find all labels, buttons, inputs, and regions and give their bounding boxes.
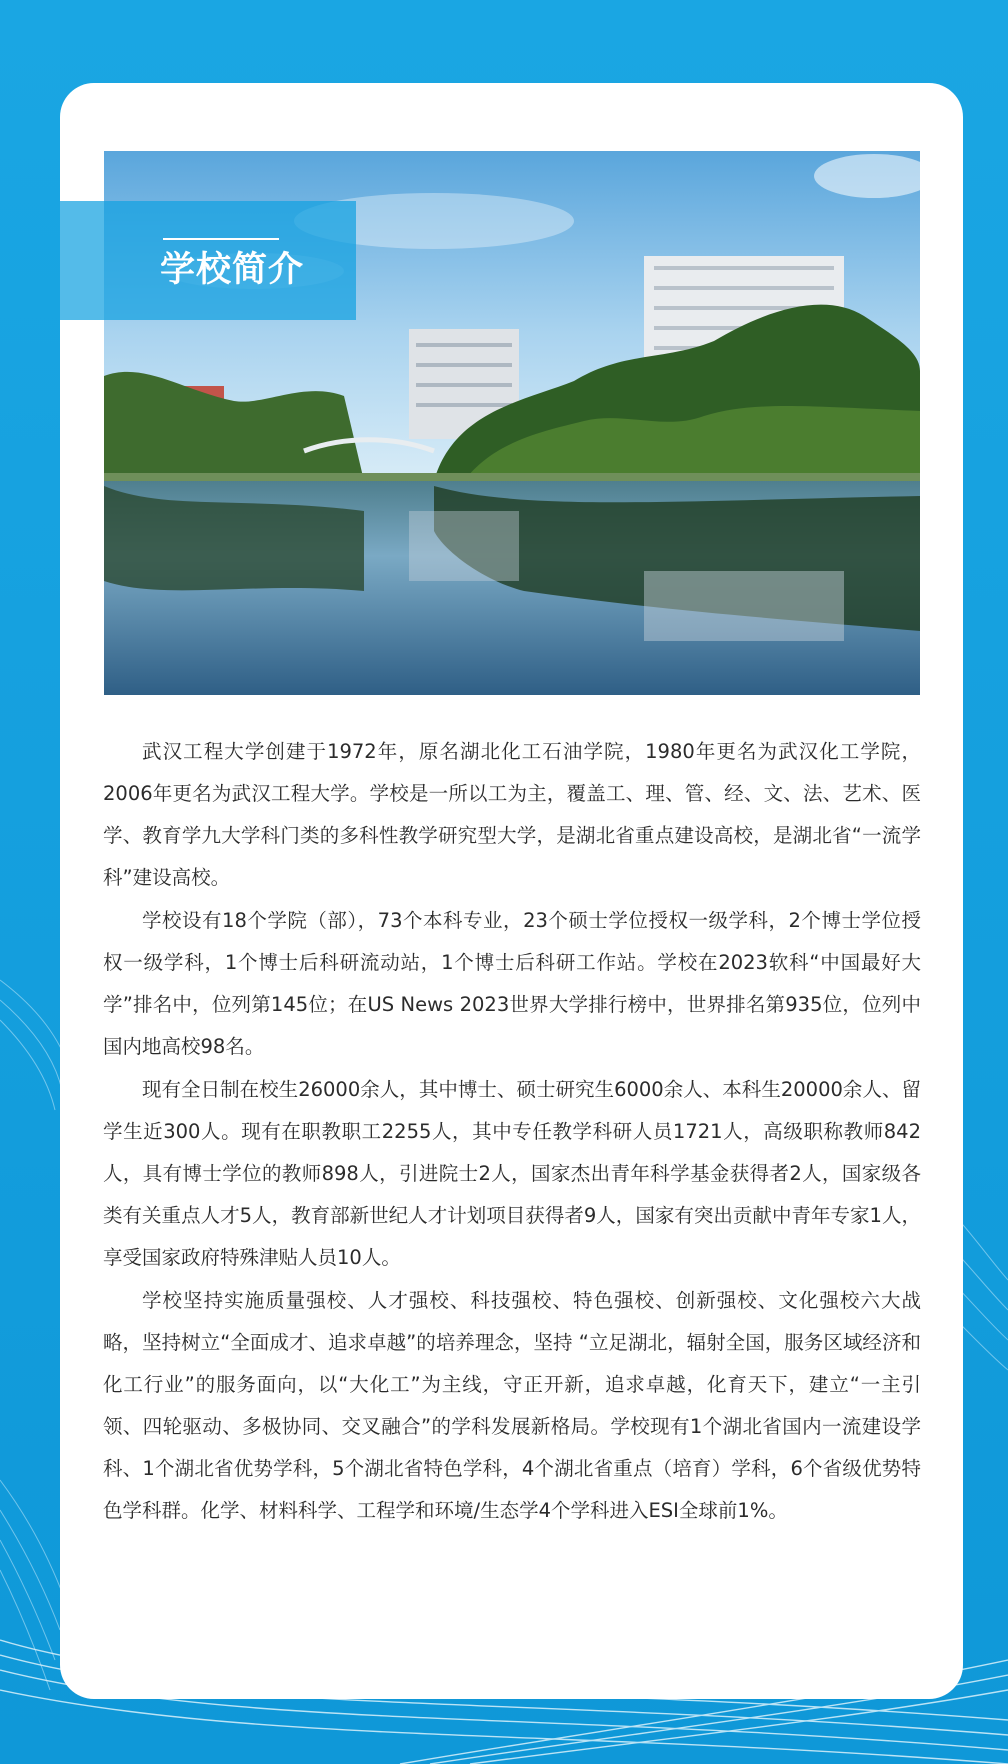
intro-text <box>103 731 921 1533</box>
paragraph-structure: 学校设有18个学院（部），73个本科专业，23个硕士学位授权一级学科，2个博士学位授权一级学科，1个博士后科研流动站，1个博士后科研工作站。学校在2023软科“中国最好大学”排名中，位列第145位；在US News 2023世界大学排行榜中，世界排名第935位，位列中国内地高校98名。 <box>103 909 921 1058</box>
paragraph-strategy: 学校坚持实施质量强校、人才强校、科技强校、特色强校、创新强校、文化强校六大战略，坚持树立“全面成才、追求卓越”的培养理念，坚持 “立足湖北，辐射全国，服务区域经济和化工行业”的服务面向，以“大化工”为主线，守正开新，追求卓越，化育天下，建立“一主引领、四轮驱动、多极协同、交叉融合”的学科发展新格局。学校现有1个湖北省国内一流建设学科、1个湖北省优势学科，5个湖北省特色学科，4个湖北省重点（培育）学科，6个省级优势特色学科群。化学、材料科学、工程学和环境/生态学4个学科进入ESI全球前1%。 <box>103 1289 921 1522</box>
content-card <box>60 83 963 1699</box>
section-title: 学校简介 <box>160 250 305 290</box>
section-title-banner <box>60 201 356 320</box>
title-divider <box>163 238 279 240</box>
paragraph-history: 武汉工程大学创建于1972年，原名湖北化工石油学院，1980年更名为武汉化工学院，2006年更名为武汉工程大学。学校是一所以工为主，覆盖工、理、管、经、文、法、艺术、医学、教育学九大学科门类的多科性教学研究型大学，是湖北省重点建设高校，是湖北省“一流学科”建设高校。 <box>103 740 921 889</box>
paragraph-people: 现有全日制在校生26000余人，其中博士、硕士研究生6000余人、本科生20000余人、留学生近300人。现有在职教职工2255人，其中专任教学科研人员1721人，高级职称教师842人，具有博士学位的教师898人，引进院士2人，国家杰出青年科学基金获得者2人，国家级各类有关重点人才5人，教育部新世纪人才计划项目获得者9人，国家有突出贡献中青年专家1人，享受国家政府特殊津贴人员10人。 <box>103 1078 921 1269</box>
